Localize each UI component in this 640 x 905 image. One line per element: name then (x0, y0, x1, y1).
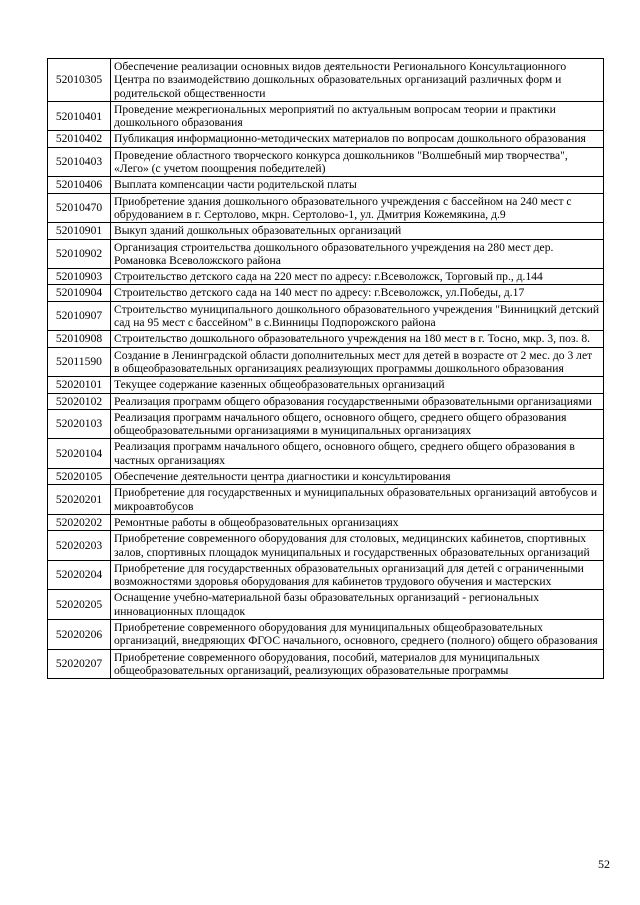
table-row (48, 193, 604, 223)
description-cell: Проведение межрегиональных мероприятий по актуальным вопросам теории и практики дошкольного образования (111, 101, 604, 131)
budget-code-cell: 52020101 (48, 377, 111, 393)
description-cell: Организация строительства дошкольного образовательного учреждения на 280 мест дер. Романовка Всеволожского района (111, 239, 604, 269)
description-cell: Выкуп зданий дошкольных образовательных организаций (111, 223, 604, 239)
budget-code-cell: 52010403 (48, 147, 111, 177)
budget-code-cell: 52010401 (48, 101, 111, 131)
budget-code-cell: 52010903 (48, 269, 111, 285)
table-row (48, 331, 604, 347)
table-row (48, 409, 604, 439)
table-row (48, 514, 604, 530)
description-cell: Строительство детского сада на 140 мест по адресу: г.Всеволожск, ул.Победы, д.17 (111, 285, 604, 301)
budget-code-cell: 52020205 (48, 590, 111, 620)
description-cell: Строительство муниципального дошкольного образовательного учреждения "Винницкий детский сад на 95 мест с бассейном" в с.Винницы Подпорожского района (111, 301, 604, 331)
description-cell: Ремонтные работы в общеобразовательных организациях (111, 514, 604, 530)
budget-code-cell: 52020202 (48, 514, 111, 530)
table-row (48, 469, 604, 485)
budget-code-cell: 52020105 (48, 469, 111, 485)
table-row (48, 649, 604, 679)
table-row (48, 239, 604, 269)
table-row (48, 439, 604, 469)
description-cell: Оснащение учебно-материальной базы образовательных организаций - региональных инновационных площадок (111, 590, 604, 620)
budget-code-cell: 52020104 (48, 439, 111, 469)
description-cell: Публикация информационно-методических материалов по вопросам дошкольного образования (111, 131, 604, 147)
description-cell: Обеспечение реализации основных видов деятельности Регионального Консультационного Центра по взаимодействию дошкольных образовательных организаций различных форм и родительской общественности (111, 59, 604, 102)
table-row (48, 619, 604, 649)
table-row (48, 393, 604, 409)
table-row (48, 59, 604, 102)
description-cell: Приобретение современного оборудования для столовых, медицинских кабинетов, спортивных залов, спортивных площадок муниципальных и государственных образовательных организаций (111, 531, 604, 561)
description-cell: Строительство детского сада на 220 мест по адресу: г.Всеволожск, Торговый пр., д.144 (111, 269, 604, 285)
page-number: 52 (598, 857, 610, 871)
table-row (48, 301, 604, 331)
description-cell: Реализация программ начального общего, основного общего, среднего общего образования общеобразовательными организациями в муниципальных организациях (111, 409, 604, 439)
description-cell: Создание в Ленинградской области дополнительных мест для детей в возрасте от 2 мес. до 3 лет в общеобразовательных организациях реализующих программы дошкольного образования (111, 347, 604, 377)
budget-code-cell: 52020204 (48, 560, 111, 590)
description-cell: Проведение областного творческого конкурса дошкольников "Волшебный мир творчества", «Лего» (с учетом поощрения победителей) (111, 147, 604, 177)
description-cell: Строительство дошкольного образовательного учреждения на 180 мест в г. Тосно, мкр. 3, поз. 8. (111, 331, 604, 347)
table-row (48, 285, 604, 301)
budget-code-cell: 52020203 (48, 531, 111, 561)
budget-code-cell: 52010904 (48, 285, 111, 301)
description-cell: Приобретение здания дошкольного образовательного учреждения с бассейном на 240 мест с обрудованием в г. Сертолово, мкрн. Сертолово-1, ул. Дмитрия Кожемякина, д.9 (111, 193, 604, 223)
description-cell: Реализация программ начального общего, основного общего, среднего общего образования в частных организациях (111, 439, 604, 469)
description-cell: Приобретение современного оборудования, пособий, материалов для муниципальных общеобразовательных организаций, реализующих образовательные программы (111, 649, 604, 679)
description-cell: Приобретение для государственных и муниципальных образовательных организаций автобусов и микроавтобусов (111, 485, 604, 515)
budget-code-cell: 52010402 (48, 131, 111, 147)
table-body (48, 59, 604, 679)
table-row (48, 223, 604, 239)
table-row (48, 131, 604, 147)
budget-code-cell: 52011590 (48, 347, 111, 377)
table-row (48, 101, 604, 131)
table-row (48, 177, 604, 193)
budget-code-cell: 52010305 (48, 59, 111, 102)
table-row (48, 147, 604, 177)
budget-codes-table (47, 58, 604, 679)
budget-code-cell: 52020102 (48, 393, 111, 409)
budget-code-cell: 52020206 (48, 619, 111, 649)
budget-code-cell: 52010406 (48, 177, 111, 193)
budget-code-cell: 52010902 (48, 239, 111, 269)
budget-code-cell: 52020201 (48, 485, 111, 515)
table-row (48, 269, 604, 285)
description-cell: Обеспечение деятельности центра диагностики и консультирования (111, 469, 604, 485)
description-cell: Текущее содержание казенных общеобразовательных организаций (111, 377, 604, 393)
table-row (48, 531, 604, 561)
budget-code-cell: 52010907 (48, 301, 111, 331)
budget-code-cell: 52020103 (48, 409, 111, 439)
table-row (48, 377, 604, 393)
budget-code-cell: 52020207 (48, 649, 111, 679)
description-cell: Приобретение современного оборудования для муниципальных общеобразовательных организаций, внедряющих ФГОС начального, основного, среднего (полного) общего образования (111, 619, 604, 649)
description-cell: Реализация программ общего образования государственными образовательными организациями (111, 393, 604, 409)
budget-code-cell: 52010470 (48, 193, 111, 223)
description-cell: Выплата компенсации части родительской платы (111, 177, 604, 193)
description-cell: Приобретение для государственных образовательных организаций для детей с ограниченными возможностями здоровья оборудования для кабинетов трудового обучения и мастерских (111, 560, 604, 590)
budget-code-cell: 52010901 (48, 223, 111, 239)
table-row (48, 485, 604, 515)
table-row (48, 590, 604, 620)
budget-code-cell: 52010908 (48, 331, 111, 347)
table-row (48, 560, 604, 590)
table-row (48, 347, 604, 377)
